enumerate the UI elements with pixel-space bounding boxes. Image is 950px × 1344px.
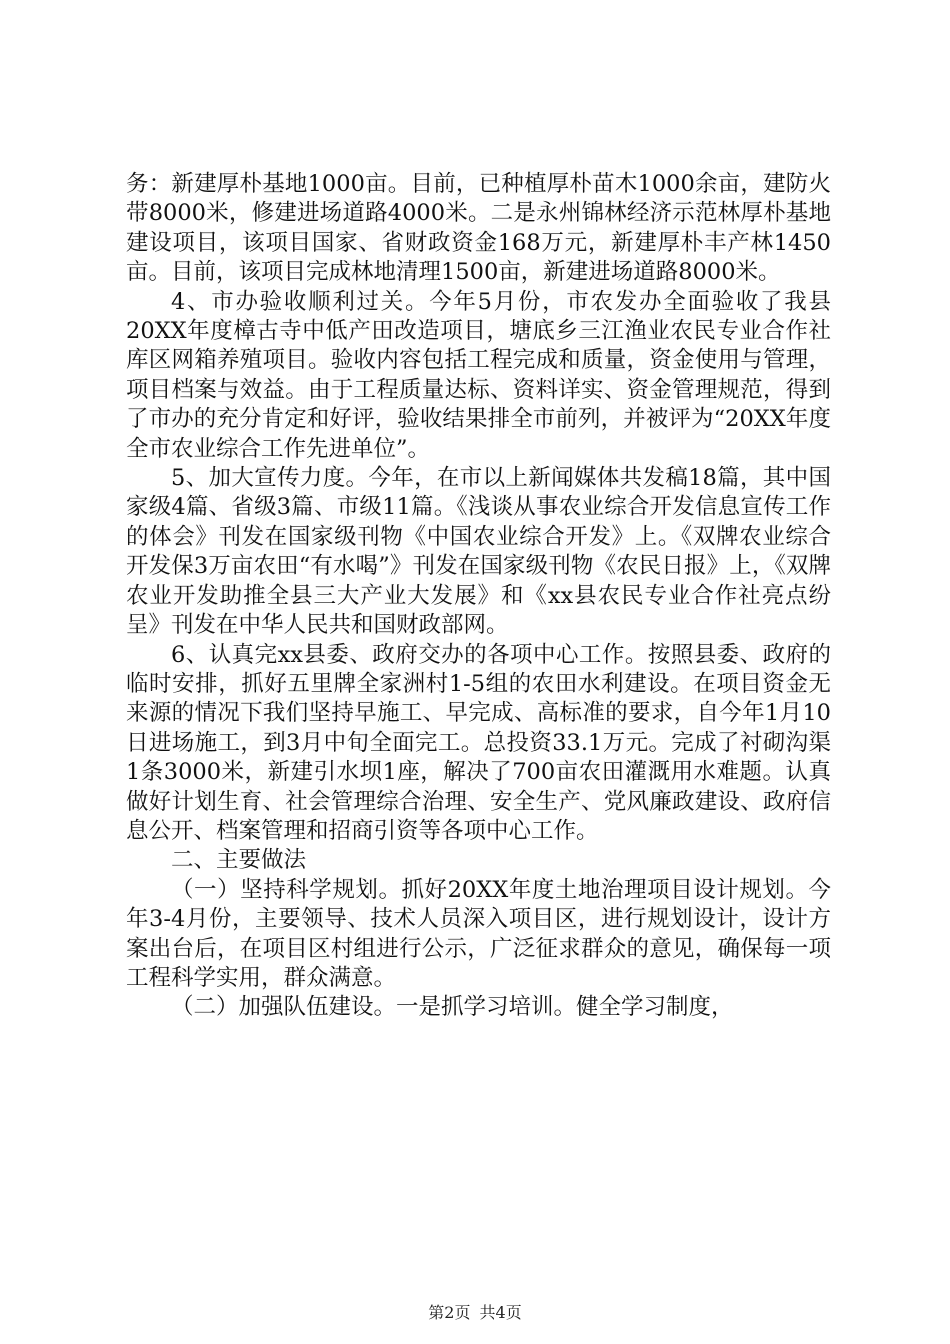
paragraph-continuation: 务：新建厚朴基地1000亩。目前，已种植厚朴苗木1000余亩，建防火带8000米，修建进场道路4000米。二是永州锦林经济示范林厚朴基地建设项目，该项目国家、省财政资金168万元，新建厚朴丰产林1450亩。目前，该项目完成林地清理1500亩，新建进场道路8000米。 [126, 171, 831, 286]
page-footer [0, 1300, 950, 1323]
paragraph-item-4: 4、市办验收顺利过关。今年5月份，市农发办全面验收了我县20XX年度樟古寺中低产田改造项目，塘底乡三江渔业农民专业合作社库区网箱养殖项目。验收内容包括工程完成和质量，资金使用与管理，项目档案与效益。由于工程质量达标、资料详实、资金管理规范，得到了市办的充分肯定和好评，验收结果排全市前列，并被评为“20XX年度全市农业综合工作先进单位”。 [126, 288, 831, 462]
paragraph-subsection-2: （二）加强队伍建设。一是抓学习培训。健全学习制度， [171, 994, 734, 1021]
paragraph-item-5: 5、加大宣传力度。今年，在市以上新闻媒体共发稿18篇，其中国家级4篇、省级3篇、市级11篇。《浅谈从事农业综合开发信息宣传工作的体会》刊发在国家级刊物《中国农业综合开发》上。《双牌农业综合开发保3万亩农田“有水喝”》刊发在国家级刊物《农民日报》上，《双牌农业开发助推全县三大产业大发展》和《xx县农民专业合作社亮点纷呈》刊发在中华人民共和国财政部网。 [126, 465, 831, 639]
page-number: 第2页 [428, 1303, 471, 1322]
document-body [126, 170, 831, 1023]
section-heading-main-methods: 二、主要做法 [171, 847, 307, 874]
paragraph-item-6: 6、认真完xx县委、政府交办的各项中心工作。按照县委、政府的临时安排，抓好五里牌全家洲村1-5组的农田水利建设。在项目资金无来源的情况下我们坚持早施工、早完成、高标准的要求，自今年1月10日进场施工，到3月中旬全面完工。总投资33.1万元。完成了衬砌沟渠1条3000米，新建引水坝1座，解决了700亩农田灌溉用水难题。认真做好计划生育、社会管理综合治理、安全生产、党风廉政建设、政府信息公开、档案管理和招商引资等各项中心工作。 [126, 641, 831, 844]
page-total: 共4页 [479, 1303, 522, 1322]
paragraph-subsection-1: （一）坚持科学规划。抓好20XX年度土地治理项目设计规划。今年3-4月份，主要领导、技术人员深入项目区，进行规划设计，设计方案出台后，在项目区村组进行公示，广泛征求群众的意见，确保每一项工程科学实用，群众满意。 [126, 876, 831, 991]
